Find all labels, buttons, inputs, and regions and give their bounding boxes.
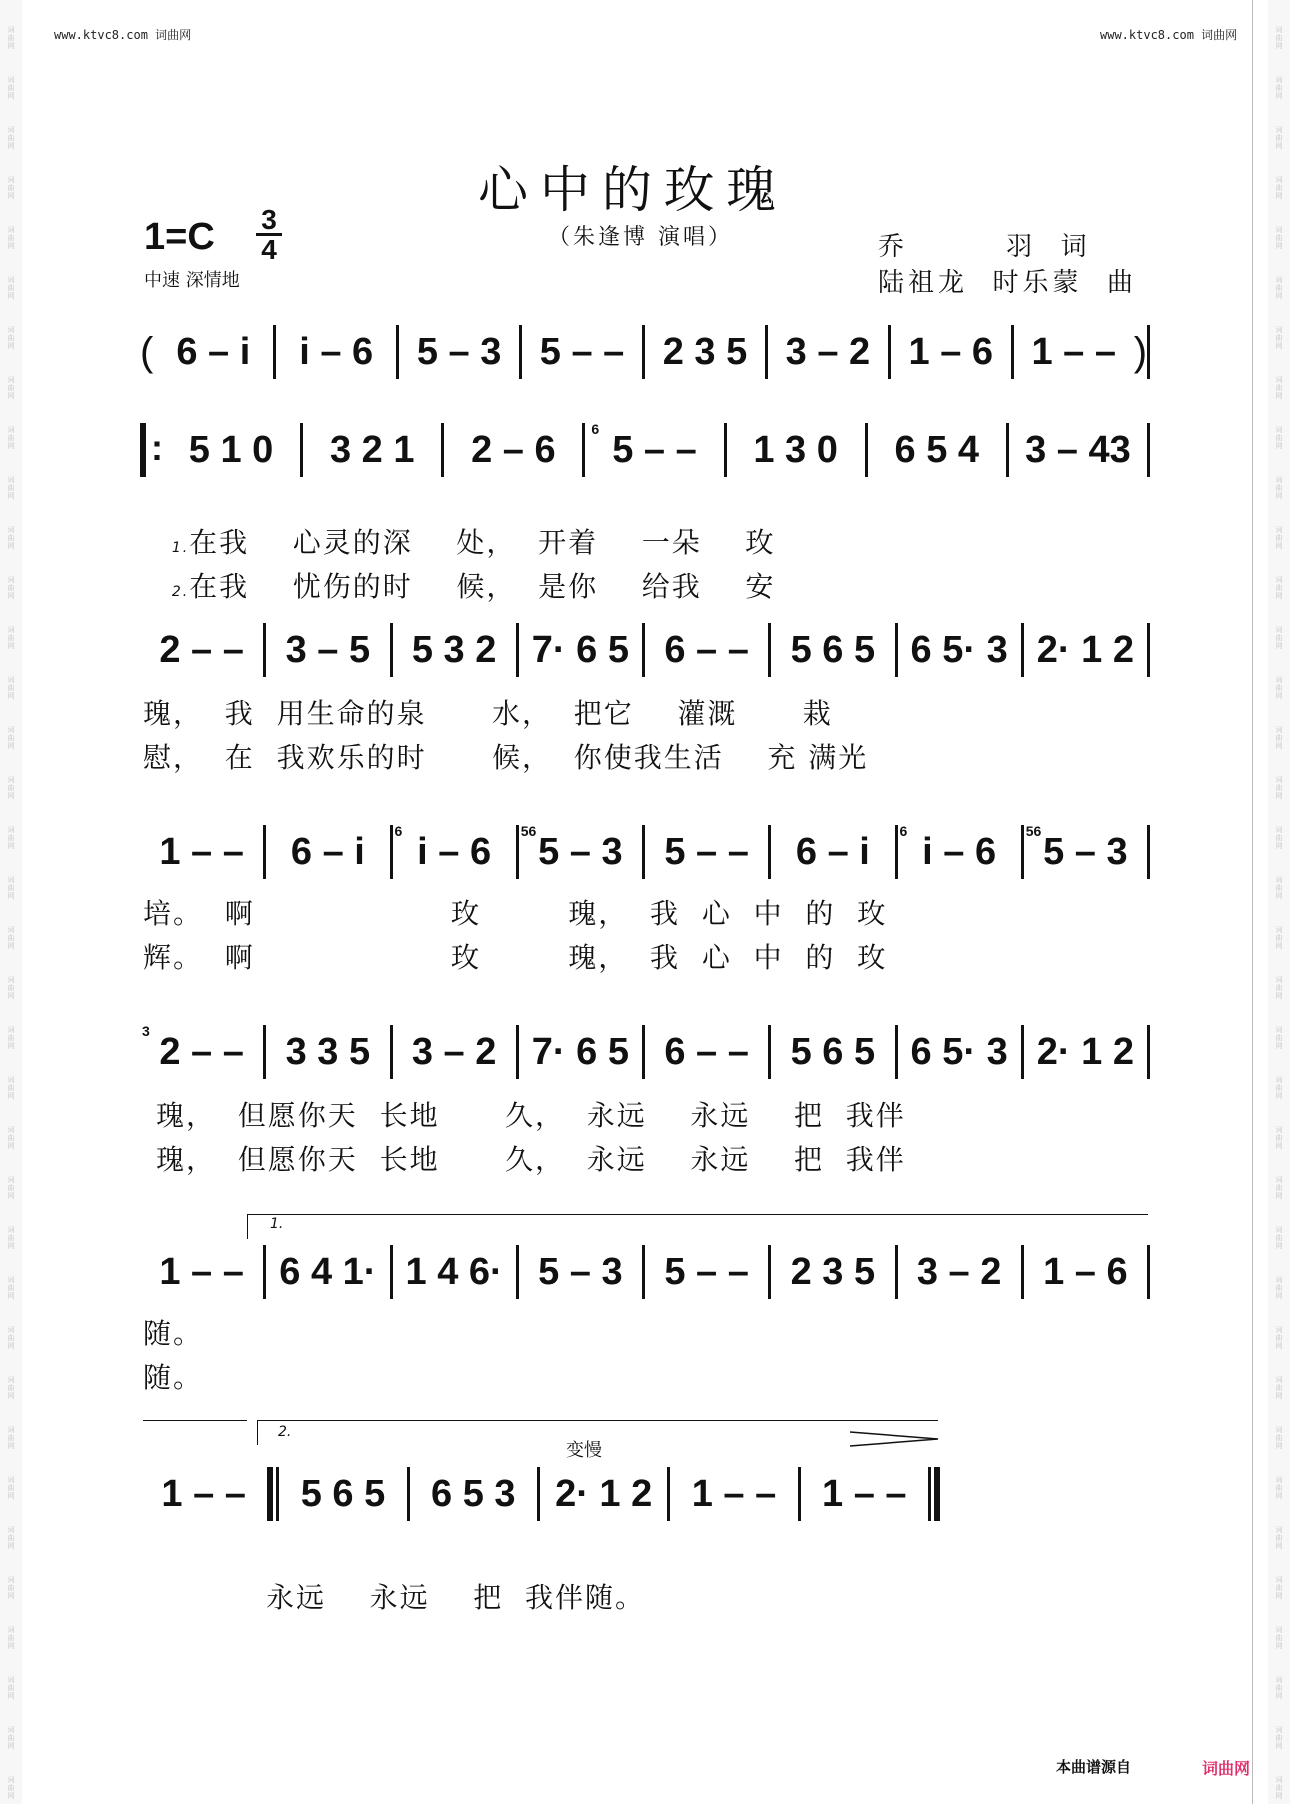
measure: 6 5· 3 (910, 628, 1008, 671)
measure: 6 5 4 (894, 428, 980, 471)
grace-note: 6 (899, 822, 908, 839)
score-row-1 (140, 322, 1150, 382)
watermark-text: 词 曲 网 (1275, 226, 1283, 250)
lyrics-row2-verse2 (150, 532, 775, 605)
measure: 5 – – (664, 830, 749, 873)
footer-logo[interactable]: 词曲网 (1202, 1759, 1251, 1778)
measure: 2· 1 2 (1036, 1030, 1134, 1073)
score-row-6 (140, 1242, 1150, 1302)
watermark-text: 词 曲 网 (1275, 1776, 1283, 1800)
watermark-text: 词 曲 网 (7, 826, 15, 850)
measure: 5 3 2 (411, 628, 497, 671)
measure: 2· 1 2 (555, 1472, 653, 1515)
lyrics-row7: 永远 永远 把 我伴随。 (266, 1581, 646, 1614)
measure: 1 4 6· (405, 1250, 503, 1293)
measure: 5 – 3 (416, 330, 502, 373)
measure-notes: i – 6 (417, 830, 492, 873)
watermark-text: 词 曲 网 (1275, 1626, 1283, 1650)
watermark-text: 词 曲 网 (7, 476, 15, 500)
watermark-text: 词 曲 网 (1275, 976, 1283, 1000)
watermark-text: 词 曲 网 (7, 1076, 15, 1100)
lyrics-row5-verse1: 瑰， 但愿你天 长地 久， 永远 永远 把 我伴 (156, 1099, 906, 1132)
measure: 5 – – (539, 330, 625, 373)
watermark-text: 词 曲 网 (7, 1226, 15, 1250)
watermark-text: 词 曲 网 (7, 1676, 15, 1700)
volta-number-1: 1. (270, 1216, 284, 1232)
measure: 6 – i (795, 830, 870, 873)
score-row-7 (140, 1464, 940, 1524)
watermark-text: 词 曲 网 (1275, 1026, 1283, 1050)
measure: 1 – – (822, 1472, 907, 1515)
repeat-end-barline (267, 1467, 279, 1521)
measure: 7· 6 5 (531, 1030, 629, 1073)
measure-notes: 5 – – (612, 428, 697, 471)
measure: 6 – i (176, 330, 251, 373)
verse-number: 2. (171, 584, 190, 600)
close-paren: ) (1133, 329, 1148, 374)
volta-bracket-1 (247, 1214, 1148, 1239)
watermark-text: 词 曲 网 (7, 1276, 15, 1300)
watermark-text: 词 曲 网 (1275, 1676, 1283, 1700)
measure: 1 – 6 (908, 330, 994, 373)
watermark-text: 词 曲 网 (7, 1476, 15, 1500)
watermark-text: 词 曲 网 (7, 526, 15, 550)
time-signature (256, 206, 282, 263)
watermark-text: 词 曲 网 (7, 1526, 15, 1550)
score-row-2 (140, 420, 1150, 480)
watermark-text: 词 曲 网 (1275, 1176, 1283, 1200)
lyrics-row6-verse1: 随。 (143, 1317, 204, 1350)
watermark-text: 词 曲 网 (1275, 26, 1283, 50)
measure: 6 – – (664, 628, 749, 671)
first-ending-end-line (143, 1420, 247, 1421)
measure: 3 3 5 (285, 1030, 371, 1073)
lyrics-row4-verse2: 辉。 啊 玫 瑰， 我 心 中 的 玫 (143, 941, 888, 974)
measure-notes: 2 – – (159, 1030, 244, 1073)
watermark-text: 词 曲 网 (7, 726, 15, 750)
measure: 3 – 2 (916, 1250, 1002, 1293)
measure: 6 5 3 (431, 1472, 516, 1515)
watermark-text: 词 曲 网 (1275, 376, 1283, 400)
watermark-text: 词 曲 网 (1275, 1726, 1283, 1750)
watermark-text: 词 曲 网 (7, 576, 15, 600)
tempo-change-marking: 变慢 (566, 1440, 602, 1461)
watermark-text: 词 曲 网 (7, 1326, 15, 1350)
measure: 2 – 6 (471, 428, 556, 471)
watermark-text: 词 曲 网 (1275, 626, 1283, 650)
watermark-text: 词 曲 网 (7, 626, 15, 650)
watermark-text: 词 曲 网 (7, 376, 15, 400)
watermark-text: 词 曲 网 (7, 1176, 15, 1200)
left-watermark-strip (0, 0, 22, 1804)
watermark-text: 词 曲 网 (1275, 926, 1283, 950)
measure: 2 3 5 (662, 330, 748, 373)
measure: 6 – – (664, 1030, 749, 1073)
score-row-3 (140, 620, 1150, 680)
measure: 3 – 5 (285, 628, 371, 671)
watermark-text: 词 曲 网 (1275, 1276, 1283, 1300)
watermark-text: 词 曲 网 (7, 676, 15, 700)
lyricist-credit: 乔 羽 词 (878, 232, 1091, 262)
measure: 5 – 3 (538, 1250, 623, 1293)
grace-note: 56 (520, 822, 537, 839)
open-paren: ( (140, 329, 154, 374)
measure: 5 6 5 (790, 1030, 876, 1073)
watermark-text: 词 曲 网 (1275, 576, 1283, 600)
measure: 6 – i (290, 830, 365, 873)
measure: 2 3 5 (790, 1250, 876, 1293)
measure (393, 822, 516, 874)
lyrics-row3-verse2: 慰， 在 我欢乐的时 候， 你使我生活 充 满光 (143, 741, 869, 774)
watermark-text: 词 曲 网 (1275, 1526, 1283, 1550)
measure: 1 – 6 (1043, 1250, 1128, 1293)
measure: i – 6 (299, 330, 374, 373)
time-bottom: 4 (256, 233, 282, 263)
watermark-text: 词 曲 网 (7, 226, 15, 250)
measure: 3 2 1 (329, 428, 415, 471)
key-signature: 1=C (144, 216, 215, 258)
grace-note: 56 (1025, 822, 1042, 839)
measure: 1 – – (691, 1472, 777, 1515)
watermark-text: 词 曲 网 (1275, 826, 1283, 850)
measure: 7· 6 5 (531, 628, 629, 671)
watermark-text: 词 曲 网 (1275, 126, 1283, 150)
watermark-text: 词 曲 网 (7, 26, 15, 50)
grace-note: 3 (142, 1022, 150, 1039)
composer-credit: 陆祖龙 时乐蒙 曲 (878, 268, 1138, 298)
watermark-text: 词 曲 网 (1275, 276, 1283, 300)
watermark-text: 词 曲 网 (7, 426, 15, 450)
lyrics-row5-verse2: 瑰， 但愿你天 长地 久， 永远 永远 把 我伴 (156, 1143, 906, 1176)
lyric-text: 在我 心灵的深 处， 开着 一朵 玫 (189, 526, 776, 559)
watermark-text: 词 曲 网 (1275, 1476, 1283, 1500)
watermark-text: 词 曲 网 (1275, 326, 1283, 350)
measure: 2 – – (159, 628, 244, 671)
measure: 6 4 1· (279, 1250, 377, 1293)
measure (519, 822, 642, 874)
measure: 5 6 5 (300, 1472, 386, 1515)
measure (140, 1022, 263, 1074)
measure: 5 1 0 (188, 428, 274, 471)
watermark-text: 词 曲 网 (7, 926, 15, 950)
watermark-text: 词 曲 网 (7, 976, 15, 1000)
watermark-text: 词 曲 网 (1275, 1226, 1283, 1250)
measure: 5 6 5 (790, 628, 876, 671)
watermark-text: 词 曲 网 (7, 1726, 15, 1750)
footer-source-text: 本曲谱源自 (1056, 1758, 1132, 1776)
site-url-left[interactable]: www.ktvc8.com 词曲网 (54, 28, 192, 42)
watermark-text: 词 曲 网 (7, 1376, 15, 1400)
measure: 1 – – (1031, 330, 1116, 373)
site-url-right[interactable]: www.ktvc8.com 词曲网 (1100, 28, 1238, 42)
measure-notes: i – 6 (922, 830, 997, 873)
watermark-text: 词 曲 网 (1275, 526, 1283, 550)
verse-number: 1. (171, 540, 190, 556)
watermark-text: 词 曲 网 (7, 1576, 15, 1600)
song-title: 心中的玫瑰 (478, 161, 788, 219)
measure-notes: 5 – 3 (1043, 830, 1128, 873)
lyrics-row6-verse2: 随。 (143, 1361, 204, 1394)
score-row-4 (140, 822, 1150, 882)
measure: 2· 1 2 (1036, 628, 1134, 671)
watermark-text: 词 曲 网 (7, 276, 15, 300)
measure: 3 – 2 (411, 1030, 497, 1073)
watermark-text: 词 曲 网 (1275, 676, 1283, 700)
measure: 5 – – (664, 1250, 749, 1293)
watermark-text: 词 曲 网 (7, 176, 15, 200)
watermark-text: 词 曲 网 (1275, 726, 1283, 750)
watermark-text: 词 曲 网 (7, 776, 15, 800)
measure: 1 – – (161, 1472, 246, 1515)
watermark-text: 词 曲 网 (7, 1126, 15, 1150)
watermark-text: 词 曲 网 (7, 1426, 15, 1450)
score-row-5 (140, 1022, 1150, 1082)
lyrics-row3-verse1: 瑰， 我 用生命的泉 水， 把它 灌溉 栽 (143, 697, 833, 730)
watermark-text: 词 曲 网 (7, 876, 15, 900)
watermark-text: 词 曲 网 (7, 326, 15, 350)
watermark-text: 词 曲 网 (1275, 1426, 1283, 1450)
repeat-start (140, 423, 162, 477)
watermark-text: 词 曲 网 (1275, 176, 1283, 200)
watermark-text: 词 曲 网 (1275, 76, 1283, 100)
grace-note: 6 (394, 822, 403, 839)
time-top: 3 (261, 204, 277, 235)
watermark-text: 词 曲 网 (1275, 1126, 1283, 1150)
watermark-text: 词 曲 网 (1275, 476, 1283, 500)
measure (1024, 822, 1147, 874)
measure: 1 – – (159, 830, 244, 873)
watermark-text: 词 曲 网 (7, 1026, 15, 1050)
decrescendo-hairpin (850, 1428, 940, 1450)
watermark-text: 词 曲 网 (7, 76, 15, 100)
watermark-text: 词 曲 网 (1275, 1576, 1283, 1600)
measure: 3 – 43 (1025, 428, 1131, 471)
watermark-text: 词 曲 网 (7, 126, 15, 150)
measure: 1 3 0 (753, 428, 838, 471)
singer-credit: （朱逢博 演唱） (548, 225, 733, 250)
measure (585, 420, 723, 472)
watermark-text: 词 曲 网 (1275, 426, 1283, 450)
measure: 3 – 2 (785, 330, 871, 373)
watermark-text: 词 曲 网 (1275, 1376, 1283, 1400)
watermark-text: 词 曲 网 (7, 1626, 15, 1650)
measure-notes: 5 – 3 (538, 830, 623, 873)
grace-note: 6 (591, 420, 600, 437)
lyrics-row4-verse1: 培。 啊 玫 瑰， 我 心 中 的 玫 (143, 897, 888, 930)
lyric-text: 在我 忧伤的时 候， 是你 给我 安 (189, 570, 776, 603)
watermark-text: 词 曲 网 (1275, 1076, 1283, 1100)
measure: 6 5· 3 (910, 1030, 1008, 1073)
volta-number-2: 2. (278, 1424, 292, 1440)
right-border-line (1252, 0, 1253, 1804)
measure: 1 – – (159, 1250, 244, 1293)
tempo-marking: 中速 深情地 (144, 270, 240, 291)
right-watermark-strip (1268, 0, 1290, 1804)
final-barline (928, 1467, 940, 1521)
measure (898, 822, 1021, 874)
watermark-text: 词 曲 网 (1275, 776, 1283, 800)
watermark-text: 词 曲 网 (7, 1776, 15, 1800)
watermark-text: 词 曲 网 (1275, 1326, 1283, 1350)
watermark-text: 词 曲 网 (1275, 876, 1283, 900)
